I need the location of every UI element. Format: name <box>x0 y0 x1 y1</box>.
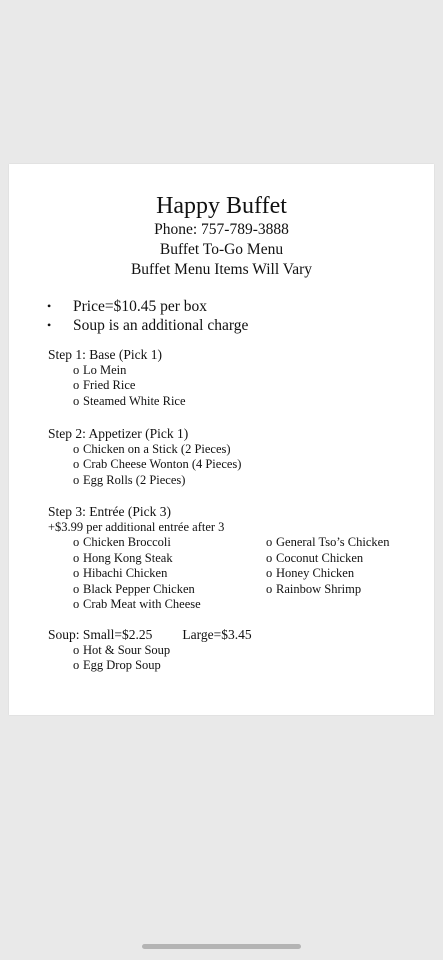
list-item: o General Tso’s Chicken <box>266 535 390 549</box>
step3-column-right <box>266 535 389 613</box>
list-item: o Fried Rice <box>73 378 136 392</box>
list-item: o Lo Mein <box>73 362 127 377</box>
list-item: o Steamed White Rice <box>73 393 186 408</box>
list-item: o Hong Kong Steak <box>73 550 173 565</box>
soup-large-price: Large=$3.45 <box>182 627 252 642</box>
bullet-marker: • <box>47 299 52 313</box>
step1-heading: Step 1: Base (Pick 1) <box>48 347 162 362</box>
list-item: o Egg Drop Soup <box>73 658 161 672</box>
step3-heading: Step 3: Entrée (Pick 3) <box>48 504 171 519</box>
list-item: o Rainbow Shrimp <box>266 581 362 596</box>
soup-heading <box>48 627 252 643</box>
list-item: o Egg Rolls (2 Pieces) <box>73 472 186 487</box>
step2-list <box>73 442 241 489</box>
step1-section <box>48 347 186 409</box>
list-item: o Crab Cheese Wonton (4 Pieces) <box>73 457 242 471</box>
bullet-text: Price=$10.45 per box <box>73 298 208 315</box>
list-item: o Hibachi Chicken <box>73 566 168 580</box>
step2-heading: Step 2: Appetizer (Pick 1) <box>48 426 189 441</box>
list-item: o Chicken on a Stick (2 Pieces) <box>73 441 231 456</box>
list-item: o Honey Chicken <box>266 566 355 580</box>
soup-list <box>73 643 252 674</box>
phone-number: Phone: 757-789-3888 <box>154 221 289 238</box>
home-indicator[interactable] <box>142 944 301 949</box>
step1-list <box>73 363 186 410</box>
list-item: o Chicken Broccoli <box>73 535 171 549</box>
list-item: o Hot & Sour Soup <box>73 642 171 657</box>
price-bullets <box>47 297 248 335</box>
bullet-item <box>47 297 248 316</box>
list-item: o Black Pepper Chicken <box>73 581 195 596</box>
menu-note: Buffet Menu Items Will Vary <box>130 261 313 278</box>
menu-title: Happy Buffet <box>156 193 287 219</box>
menu-subtitle: Buffet To-Go Menu <box>159 241 284 258</box>
soup-small-price: Soup: Small=$2.25 <box>48 627 153 642</box>
soup-section <box>48 627 252 674</box>
menu-sheet <box>9 164 434 715</box>
bullet-text: Soup is an additional charge <box>73 317 249 334</box>
step2-section <box>48 426 241 488</box>
bullet-item <box>47 316 248 335</box>
list-item: o Crab Meat with Cheese <box>73 597 201 611</box>
step3-section <box>48 504 408 613</box>
list-item: o Coconut Chicken <box>266 550 364 565</box>
step3-list <box>73 535 408 613</box>
step3-extra-charge: +$3.99 per additional entrée after 3 <box>48 519 225 534</box>
step3-column-left <box>73 535 266 613</box>
bullet-marker: • <box>47 318 52 332</box>
